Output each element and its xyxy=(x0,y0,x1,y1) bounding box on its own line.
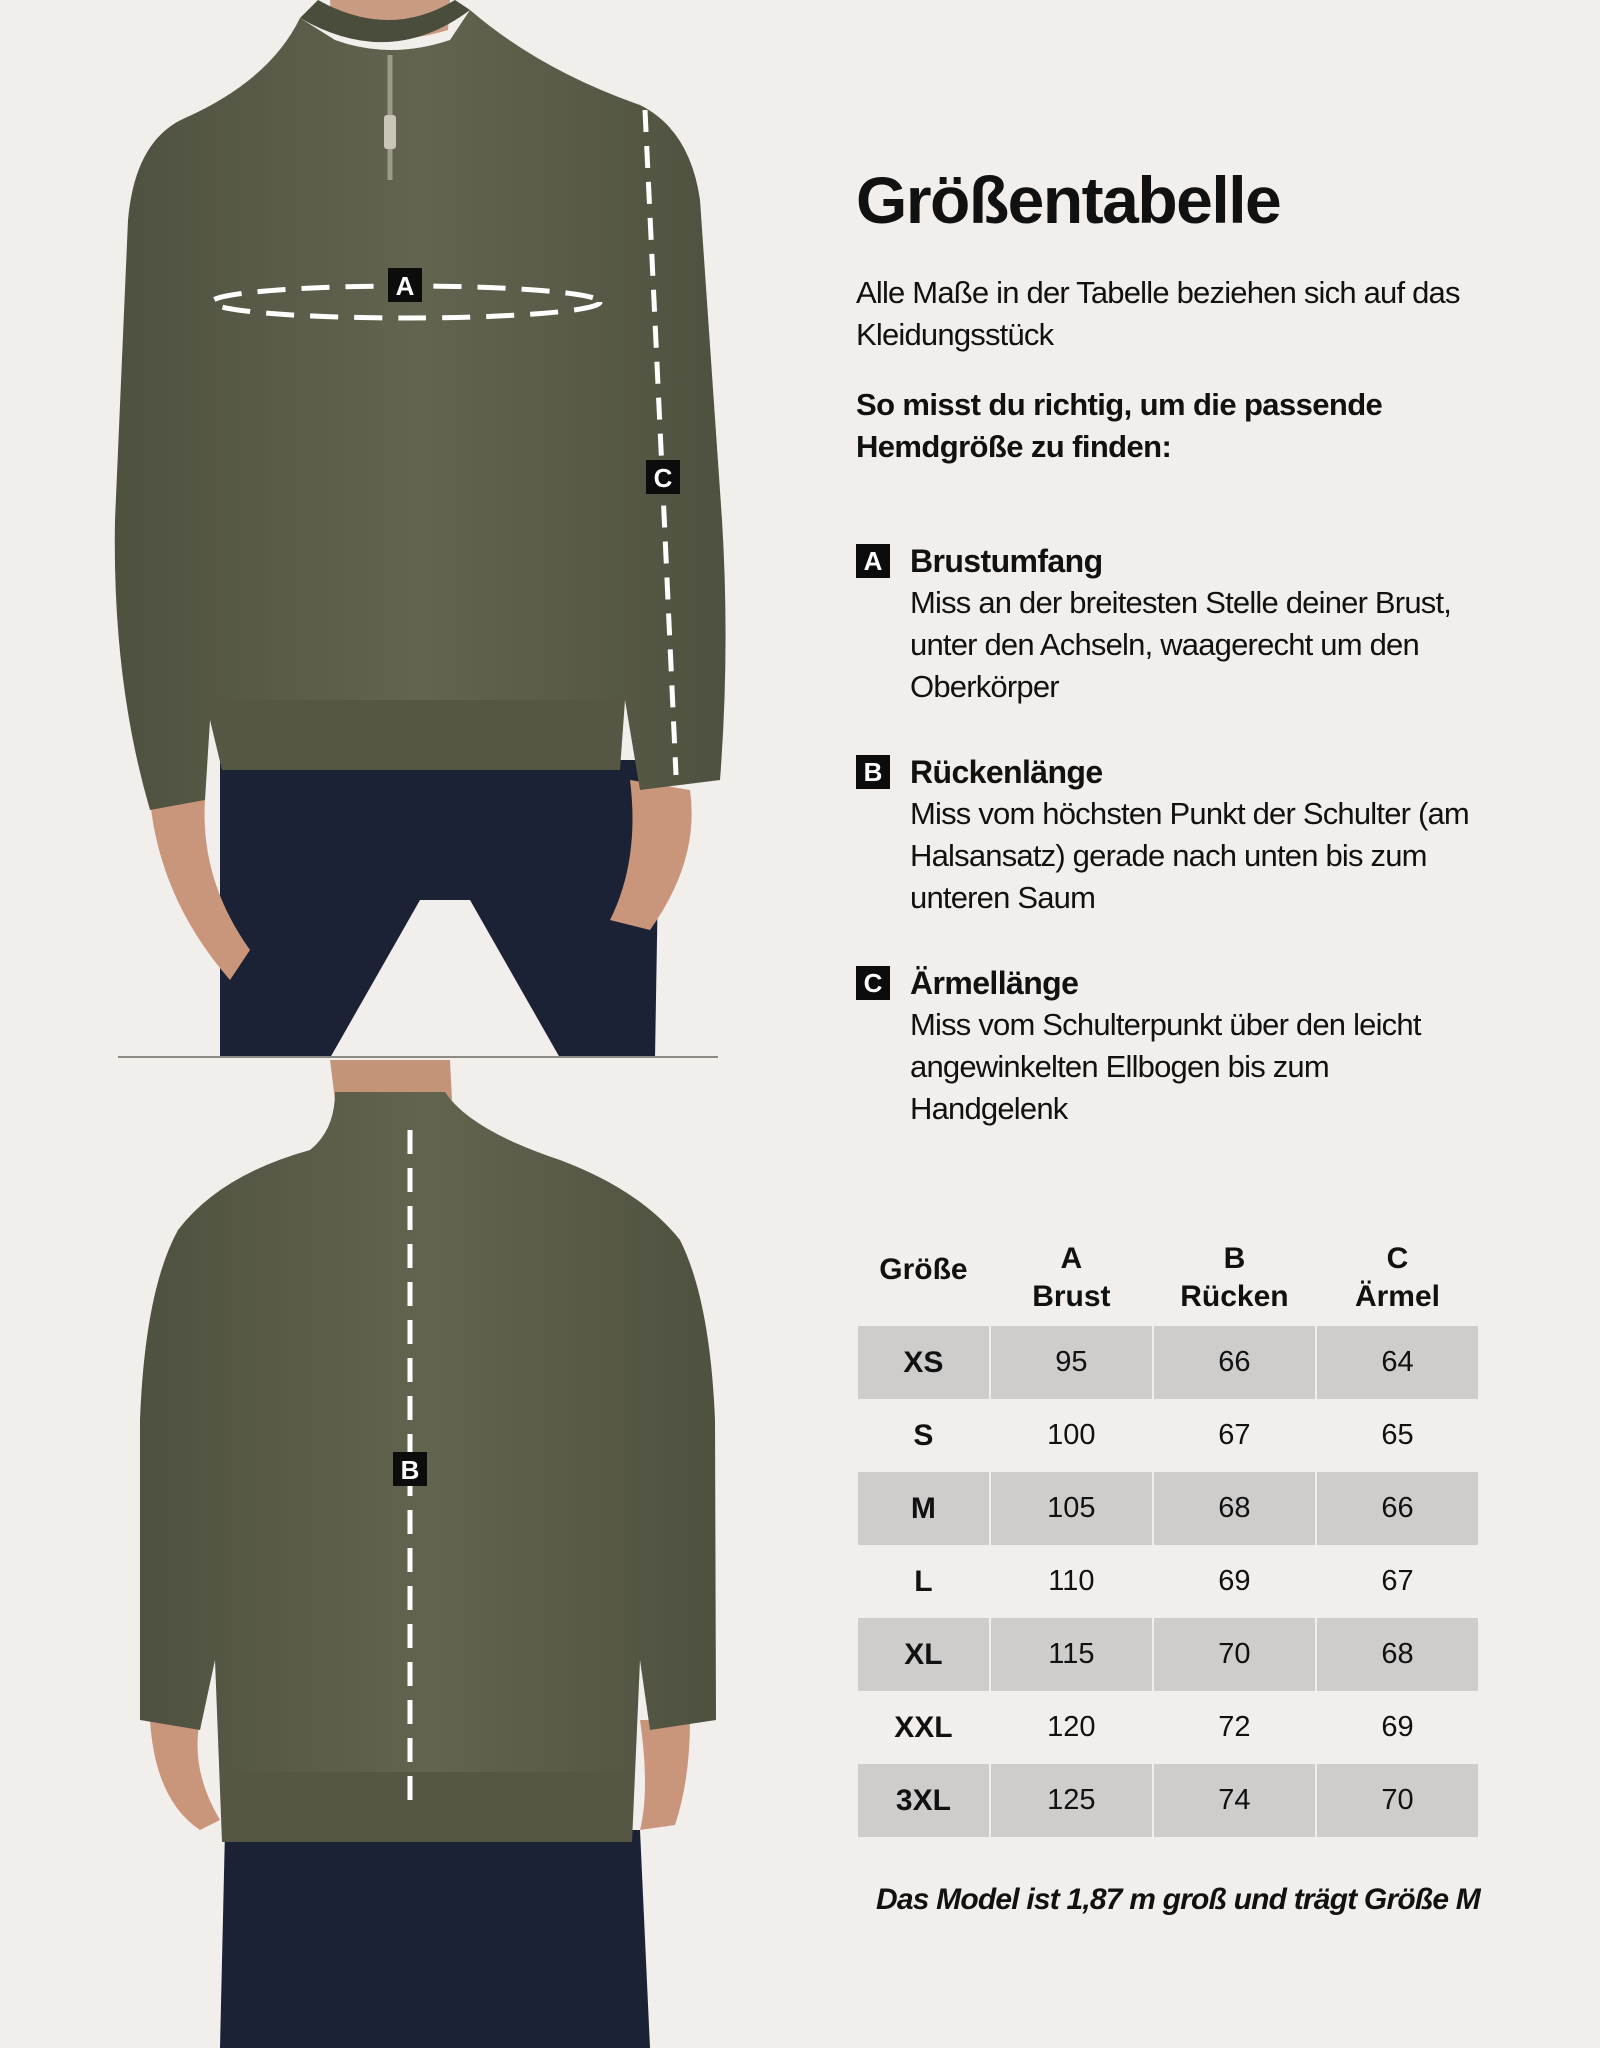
measurement-desc: Miss an der breitesten Stelle deiner Brust, unter den Achseln, waagerecht um den Oberkörper xyxy=(910,585,1452,704)
chest-cell: 120 xyxy=(1047,1711,1096,1743)
measurement-title: Rückenlänge xyxy=(910,754,1103,790)
measurement-title: Brustumfang xyxy=(910,543,1103,579)
measurement-b xyxy=(856,751,1496,919)
table-row xyxy=(858,1618,1478,1691)
size-cell: 3XL xyxy=(858,1764,989,1837)
back-hem xyxy=(222,1772,632,1842)
back-length-cell: 74 xyxy=(1154,1764,1315,1837)
back-view xyxy=(140,1060,716,2048)
table-row xyxy=(858,1326,1478,1399)
size-cell: XL xyxy=(858,1618,989,1691)
table-row xyxy=(858,1764,1478,1837)
measurement-a xyxy=(856,540,1496,708)
garment-photo-panel xyxy=(0,0,760,2048)
back-length-cell: 67 xyxy=(1218,1419,1251,1451)
size-table xyxy=(856,1210,1480,1837)
front-trousers xyxy=(220,760,660,1058)
garment-illustration xyxy=(0,0,760,2048)
chest-cell: 125 xyxy=(991,1764,1152,1837)
front-sweater xyxy=(115,10,726,810)
sleeve-cell: 65 xyxy=(1381,1419,1414,1451)
badge-b: B xyxy=(856,755,890,789)
photo-label-c: C xyxy=(653,463,673,493)
photo-label-b: B xyxy=(400,1455,420,1485)
sleeve-cell: 66 xyxy=(1317,1472,1478,1545)
back-length-cell: 66 xyxy=(1154,1326,1315,1399)
header-b-label: Rücken xyxy=(1180,1280,1289,1313)
size-cell: S xyxy=(913,1418,934,1452)
measurement-title: Ärmellänge xyxy=(910,965,1079,1001)
header-c-key: C xyxy=(1386,1242,1409,1275)
header-a-key: A xyxy=(1060,1242,1083,1275)
measurement-desc: Miss vom Schulterpunkt über den leicht angewinkelten Ellbogen bis zum Handgelenk xyxy=(910,1007,1421,1126)
table-row xyxy=(858,1545,1478,1618)
measurement-desc: Miss vom höchsten Punkt der Schulter (am Halsansatz) gerade nach unten bis zum unteren Saum xyxy=(910,796,1469,915)
sleeve-cell: 70 xyxy=(1317,1764,1478,1837)
intro-text: Alle Maße in der Tabelle beziehen sich auf das Kleidungsstück xyxy=(856,275,1460,352)
back-left-hand xyxy=(150,1720,220,1830)
back-right-hand xyxy=(640,1720,690,1830)
back-length-cell: 69 xyxy=(1218,1565,1251,1597)
header-size: Größe xyxy=(879,1253,968,1286)
size-cell: M xyxy=(858,1472,989,1545)
badge-c: C xyxy=(856,966,890,1000)
header-c xyxy=(1317,1210,1478,1326)
measurement-c xyxy=(856,962,1496,1130)
sleeve-cell: 67 xyxy=(1381,1565,1414,1597)
sleeve-cell: 69 xyxy=(1381,1711,1414,1743)
header-c-label: Ärmel xyxy=(1354,1280,1440,1313)
back-length-cell: 72 xyxy=(1218,1711,1251,1743)
back-length-cell: 70 xyxy=(1154,1618,1315,1691)
chest-cell: 100 xyxy=(1047,1419,1096,1451)
front-hem xyxy=(222,700,620,770)
table-header-row xyxy=(858,1210,1478,1326)
table-row xyxy=(858,1399,1478,1472)
chest-cell: 115 xyxy=(991,1618,1152,1691)
chest-cell: 95 xyxy=(991,1326,1152,1399)
chest-cell: 110 xyxy=(1048,1565,1095,1597)
photo-label-a: A xyxy=(395,271,415,301)
chest-cell: 105 xyxy=(991,1472,1152,1545)
zipper-pull xyxy=(384,115,396,149)
howto-heading: So misst du richtig, um die passende Hemdgröße zu finden: xyxy=(856,387,1383,464)
size-cell: XXL xyxy=(894,1710,953,1744)
sleeve-cell: 64 xyxy=(1317,1326,1478,1399)
back-sweater xyxy=(140,1092,716,1842)
table-row xyxy=(858,1691,1478,1764)
header-b-key: B xyxy=(1223,1242,1246,1275)
back-trousers xyxy=(220,1830,650,2048)
badge-a: A xyxy=(856,544,890,578)
size-cell: L xyxy=(914,1564,933,1598)
back-length-cell: 68 xyxy=(1154,1472,1315,1545)
header-a xyxy=(991,1210,1152,1326)
table-row xyxy=(858,1472,1478,1545)
size-cell: XS xyxy=(858,1326,989,1399)
page-title: Größentabelle xyxy=(856,163,1281,237)
model-footnote: Das Model ist 1,87 m groß und trägt Größe M xyxy=(875,1883,1480,1916)
front-view xyxy=(115,0,726,1058)
sleeve-cell: 68 xyxy=(1317,1618,1478,1691)
header-a-label: Brust xyxy=(1032,1280,1111,1313)
header-b xyxy=(1154,1210,1315,1326)
